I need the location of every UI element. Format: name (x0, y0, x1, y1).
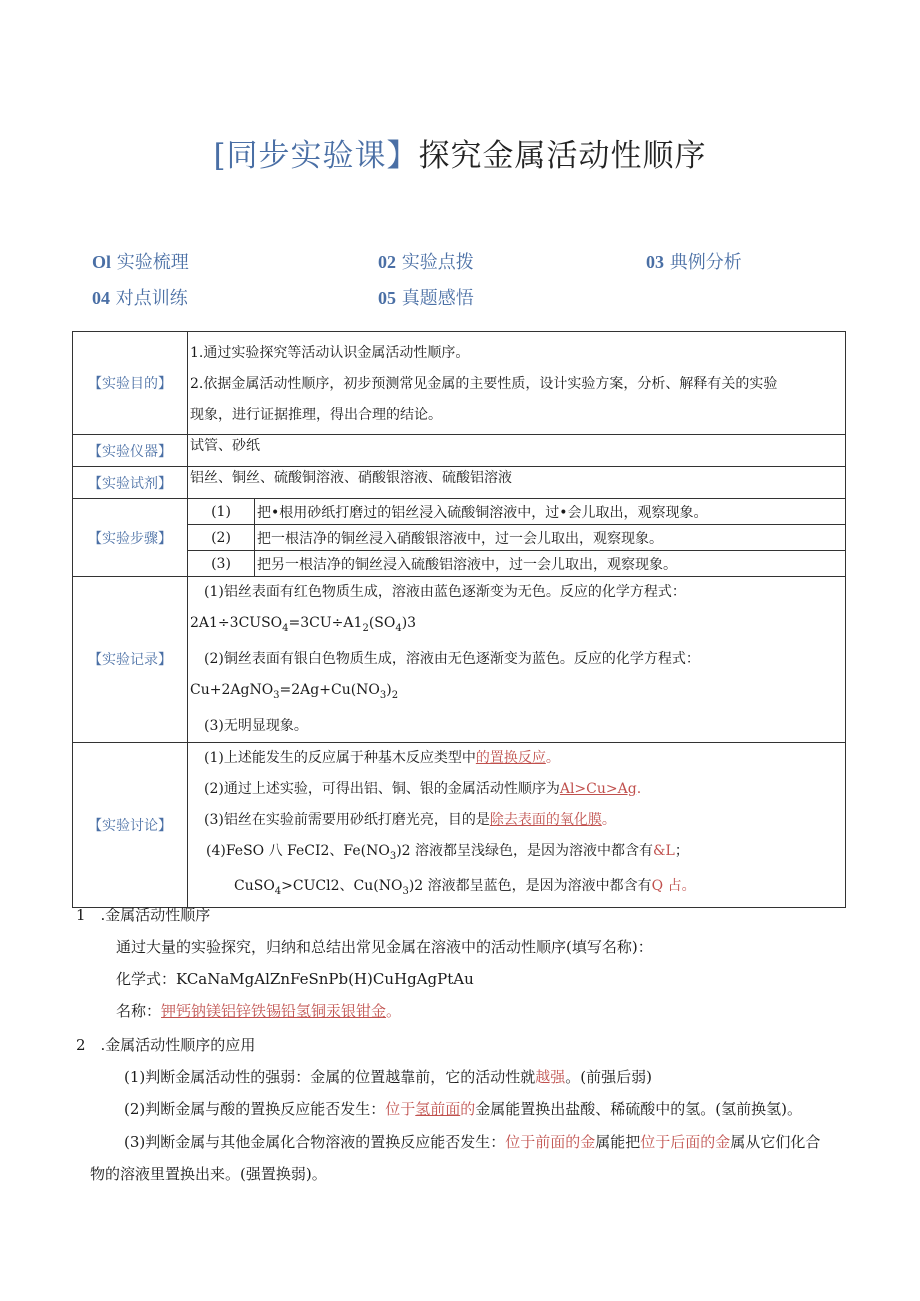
record-3: (3)无明显现象。 (204, 717, 308, 734)
section-2-heading: 2 .金属活动性顺序的应用 (76, 1036, 256, 1054)
nav-num: Ol (92, 252, 112, 272)
step-num: (1) (188, 499, 255, 525)
discussion-1: (1)上述能发生的反应属于种基木反应类型中的置换反应。 (204, 749, 560, 766)
application-1: (1)判断金属活动性的强弱：金属的位置越靠前，它的活动性就越强。(前强后弱) (124, 1068, 652, 1086)
section-1-intro: 通过大量的实验探究，归纳和总结出常见金属在溶液中的活动性顺序(填写名称)： (116, 938, 653, 956)
answer: Q 占 (651, 878, 682, 895)
instruments-label: 【实验仪器】 (73, 435, 188, 467)
nav-label: 实验点拨 (401, 252, 474, 273)
step-item (188, 551, 845, 577)
nav-num: 04 (92, 288, 110, 308)
nav-label: 对点训练 (115, 288, 188, 309)
step-num: (3) (188, 551, 255, 577)
step-item (188, 525, 845, 551)
record-label: 【实验记录】 (73, 577, 188, 743)
answer: 的置换反应 (475, 749, 546, 766)
answer: 位于后面的金 (640, 1133, 731, 1151)
nav-label: 实验梳理 (116, 252, 189, 273)
section-1-heading: 1 .金属活动性顺序 (76, 906, 211, 924)
application-2: (2)判断金属与酸的置换反应能否发生：位于氢前面的金属能置换出盐酸、稀硫酸中的氢。(氢前换氢)。 (124, 1100, 803, 1118)
steps-row (73, 499, 846, 577)
purpose-line-2: 2.依据金属活动性顺序，初步预测常见金属的主要性质，设计实验方案，分析、解释有关的实验 (190, 376, 778, 392)
nav-item-3[interactable] (646, 248, 742, 274)
nav-num: 02 (378, 252, 396, 272)
answer: 越强 (535, 1068, 566, 1086)
discussion-label: 【实验讨论】 (73, 742, 188, 908)
purpose-label: 【实验目的】 (73, 332, 188, 435)
nav-label: 典例分析 (669, 252, 742, 273)
nav-item-1[interactable] (92, 248, 189, 274)
discussion-4: (4)FeSO 八 FeCI2、$Fe(NO_3)2$ 溶液都呈浅绿色，是因为溶液中都含有&L； (206, 842, 689, 862)
answer: Al>Cu>Ag (559, 780, 637, 797)
discussion-row (73, 742, 846, 908)
instruments-text: 试管、砂纸 (188, 435, 846, 467)
nav-label: 真题感悟 (401, 288, 474, 309)
answer: 位于前面的金 (505, 1133, 596, 1151)
nav-item-4[interactable] (92, 284, 188, 310)
page-title (0, 130, 920, 175)
record-1: (1)铝丝表面有红色物质生成，溶液由蓝色逐渐变为无色。反应的化学方程式： (204, 584, 686, 600)
experiment-table (72, 331, 846, 908)
nav-num: 03 (646, 252, 664, 272)
answer: 位于 (385, 1100, 416, 1118)
discussion-5: CuSO$_4$>CUCl2、$Cu(NO_3)2$ 溶液都呈蓝色，是因为溶液中都含有Q 占。 (234, 878, 696, 898)
title-bracket: [同步实验课】 (213, 138, 419, 174)
nav-item-2[interactable] (378, 248, 474, 274)
record-eq-1: $2A1\div 3CUSO_4=3CU\div A1_2(SO_4)3$ (190, 615, 417, 634)
section-1-names: 名称：钾钙钠镁铝锌铁锡铅氢铜汞银钳金。 (116, 1002, 402, 1020)
discussion-2: (2)通过上述实验，可得出铝、铜、银的金属活动性顺序为Al>Cu>Ag. (204, 780, 642, 797)
title-main: 探究金属活动性顺序 (418, 138, 707, 174)
answer: 钾钙钠镁铝锌铁锡铅氢铜汞银钳金 (161, 1002, 387, 1020)
record-row (73, 577, 846, 743)
answer: 除去表面的氧化膜 (489, 811, 602, 828)
answer: 氢前面 (415, 1100, 461, 1118)
application-3: (3)判断金属与其他金属化合物溶液的置换反应能否发生：位于前面的金属能把位于后面的金属从它们化合 (124, 1133, 821, 1151)
discussion-3: (3)铝丝在实验前需要用砂纸打磨光亮，目的是除去表面的氧化膜。 (204, 811, 616, 828)
reagents-row (73, 467, 846, 499)
step-item (188, 499, 845, 525)
step-text: 把•根用砂纸打磨过的铝丝浸入硫酸铜溶液中，过•会儿取出，观察现象。 (255, 499, 846, 525)
purpose-row (73, 332, 846, 435)
application-3-cont: 物的溶液里置换出来。(强置换弱)。 (90, 1165, 327, 1183)
instruments-row (73, 435, 846, 467)
purpose-line-3: 现象，进行证据推理，得出合理的结论。 (190, 407, 442, 423)
nav-num: 05 (378, 288, 396, 308)
steps-label: 【实验步骤】 (73, 499, 188, 577)
reagents-label: 【实验试剂】 (73, 467, 188, 499)
section-1-formula: 化学式：KCaNaMgAlZnFeSnPb(H)CuHgAgPtAu (116, 970, 474, 988)
steps-table (188, 499, 845, 576)
record-eq-2: $Cu+2AgNO_3=2Ag+Cu(NO_3)_2$ (190, 681, 399, 701)
step-num: (2) (188, 525, 255, 551)
reagents-text: 铝丝、铜丝、硫酸铜溶液、硝酸银溶液、硫酸铝溶液 (188, 467, 846, 499)
step-text: 把另一根洁净的铜丝浸入硫酸铝溶液中，过一会儿取出，观察现象。 (257, 556, 677, 573)
purpose-line-1: 1.通过实验探究等活动认识金属活动性顺序。 (190, 345, 470, 361)
record-2: (2)铜丝表面有银白色物质生成，溶液由无色逐渐变为蓝色。反应的化学方程式： (204, 650, 700, 667)
answer: &L (653, 842, 675, 859)
step-text: 把一根洁净的铜丝浸入硝酸银溶液中，过一会儿取出，观察现象。 (255, 525, 846, 551)
nav-item-5[interactable] (378, 284, 474, 310)
